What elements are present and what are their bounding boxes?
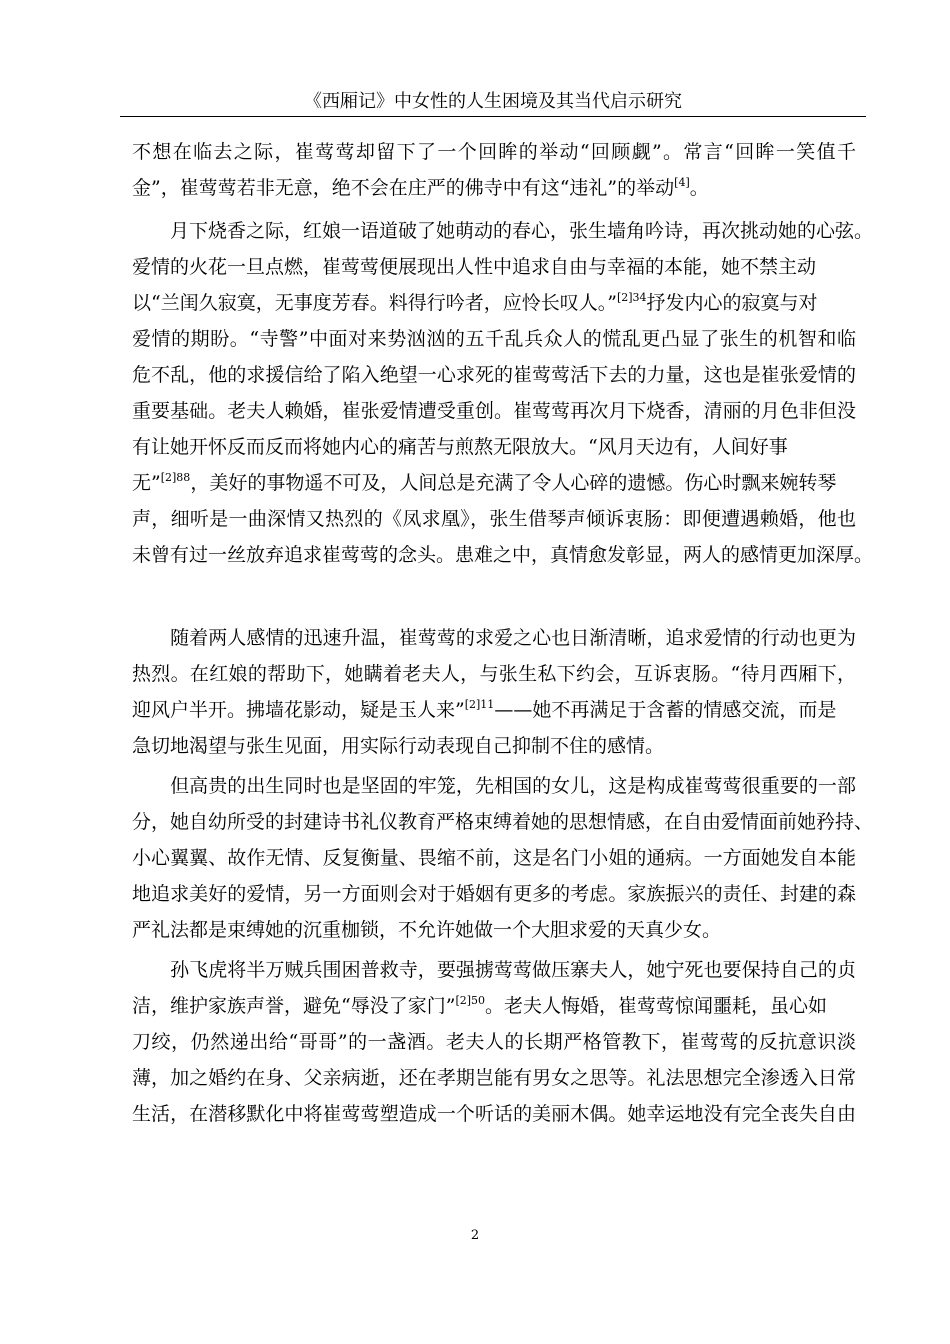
text-line: 不想在临去之际，崔莺莺却留下了一个回眸的举动“回顾觑”。常言“回眸一笑值千 xyxy=(132,141,856,163)
header-rule xyxy=(120,116,866,117)
citation-ref: [2]88 xyxy=(160,471,191,484)
text-line: 刀绞，仍然递出给“哥哥”的一盏酒。老夫人的长期严格管教下，崔莺莺的反抗意识淡 xyxy=(132,1031,856,1053)
text-line: 薄，加之婚约在身、父亲病逝，还在孝期岂能有男女之思等。礼法思想完全渗透入日常 xyxy=(132,1067,856,1089)
text-line: 热烈。在红娘的帮助下，她瞒着老夫人，与张生私下约会，互诉衷肠。“待月西厢下， xyxy=(132,663,856,685)
text-line: 地追求美好的爱情，另一方面则会对于婚姻有更多的考虑。家族振兴的责任、封建的森 xyxy=(132,883,856,905)
text-line: 声，细听是一曲深情又热烈的《凤求凰》，张生借琴声倾诉衷肠：即便遭遇赖婚，他也 xyxy=(132,508,856,530)
text-line: 危不乱，他的求援信给了陷入绝望一心求死的崔莺莺活下去的力量，这也是崔张爱情的 xyxy=(132,364,856,386)
text-line: 但高贵的出生同时也是坚固的牢笼，先相国的女儿，这是构成崔莺莺很重要的一部 xyxy=(132,775,856,797)
text-line: 孙飞虎将半万贼兵围困普救寺，要强掳莺莺做压寨夫人，她宁死也要保持自己的贞 xyxy=(132,959,856,981)
citation-ref: [2]34 xyxy=(616,291,647,304)
text-line: 未曾有过一丝放弃追求崔莺莺的念头。患难之中，真情愈发彰显，两人的感情更加深厚。 xyxy=(132,544,874,566)
citation-ref: [2]11 xyxy=(464,698,495,711)
page-number: 2 xyxy=(470,1228,480,1243)
text-line: 迎风户半开。拂墙花影动，疑是玉人来”$^{[2]11}$——她不再满足于含蓄的情感交流，而是 xyxy=(132,698,837,721)
text-line: 爱情的火花一旦点燃，崔莺莺便展现出人性中追求自由与幸福的本能，她不禁主动 xyxy=(132,256,817,278)
text-line: 分，她自幼所受的封建诗书礼仪教育严格束缚着她的思想情感，在自由爱情面前她矜持、 xyxy=(132,811,874,833)
text-line: 生活，在潜移默化中将崔莺莺塑造成一个听话的美丽木偶。她幸运地没有完全丧失自由 xyxy=(132,1103,856,1125)
text-line: 金”，崔莺莺若非无意，绝不会在庄严的佛寺中有这“违礼”的举动[4]。 xyxy=(132,176,709,199)
text-line: 急切地渴望与张生见面，用实际行动表现自己抑制不住的感情。 xyxy=(132,735,665,757)
text-line: 有让她开怀反而反而将她内心的痛苦与煎熬无限放大。“风月天边有，人间好事 xyxy=(132,436,788,458)
text-line: 月下烧香之际，红娘一语道破了她萌动的春心，张生墙角吟诗，再次挑动她的心弦。 xyxy=(132,220,874,242)
text-line: 随着两人感情的迅速升温，崔莺莺的求爱之心也日渐清晰，追求爱情的行动也更为 xyxy=(132,627,856,649)
text-line: 无”$^{[2]88}$，美好的事物遥不可及，人间总是充满了令人心碎的遗憾。伤心时飘来婉转琴 xyxy=(132,471,837,494)
text-line: 以“兰闺久寂寞，无事度芳春。料得行吟者，应怜长叹人。”$^{[2]34}$抒发内心的寂寞与对 xyxy=(132,291,818,314)
text-line: 小心翼翼、故作无情、反复衡量、畏缩不前，这是名门小姐的通病。一方面她发自本能 xyxy=(132,847,856,869)
running-header: 《西厢记》中女性的人生困境及其当代启示研究 xyxy=(304,91,682,112)
text-line: 重要基础。老夫人赖婚，崔张爱情遭受重创。崔莺莺再次月下烧香，清丽的月色非但没 xyxy=(132,400,856,422)
citation-ref: [4] xyxy=(674,176,690,189)
text-line: 爱情的期盼。“寺警”中面对来势汹汹的五千乱兵众人的慌乱更凸显了张生的机智和临 xyxy=(132,328,856,350)
text-line: 严礼法都是束缚她的沉重枷锁，不允许她做一个大胆求爱的天真少女。 xyxy=(132,919,722,941)
text-line: 洁，维护家族声誉，避免“辱没了家门”$^{[2]50}$。老夫人悔婚，崔莺莺惊闻噩耗，虽心如 xyxy=(132,994,828,1017)
citation-ref: [2]50 xyxy=(455,994,486,1007)
